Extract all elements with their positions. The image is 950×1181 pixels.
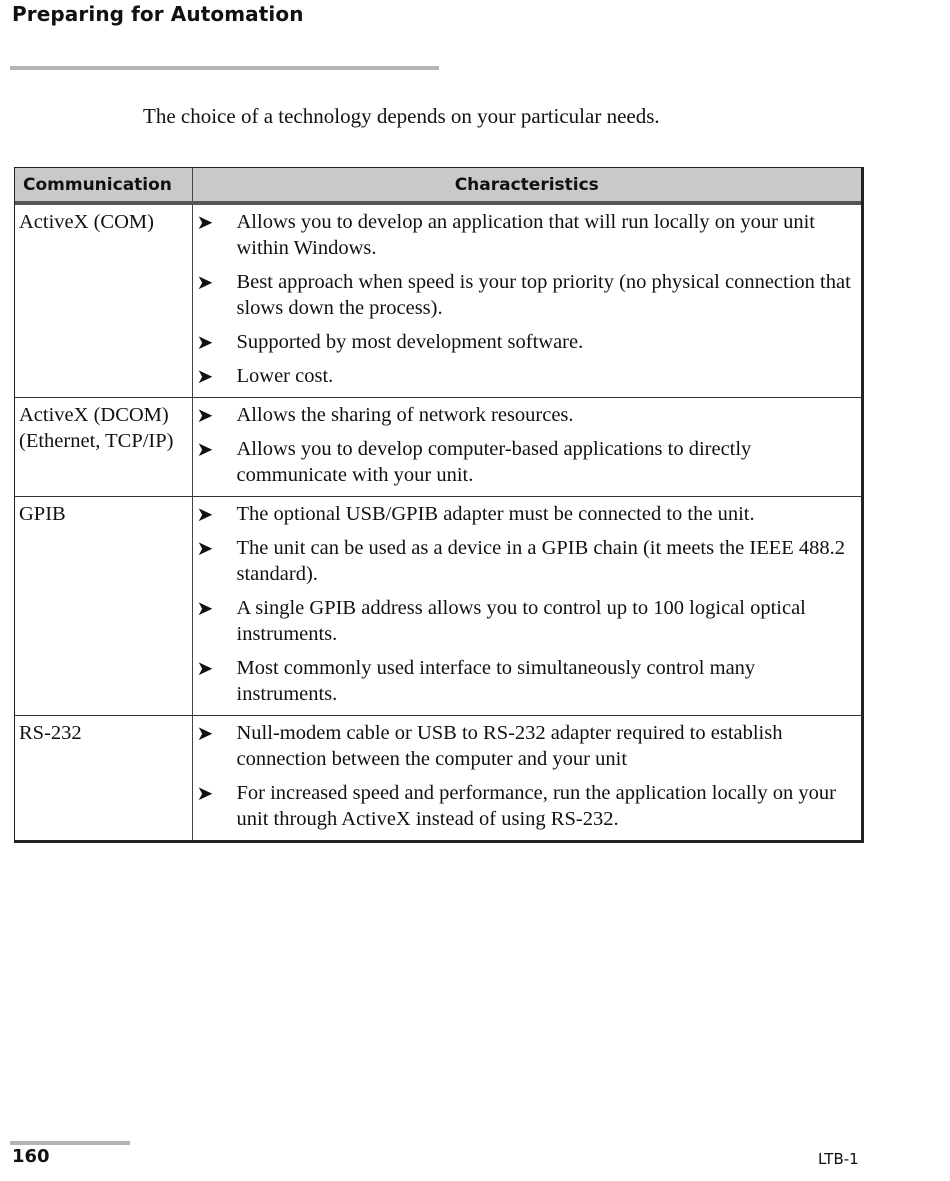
bullet-item bbox=[193, 720, 856, 772]
bullet-text: Allows you to develop an application that will run locally on your unit within Windows. bbox=[236, 211, 815, 259]
bullet-item bbox=[193, 501, 856, 527]
footer-rule bbox=[10, 1141, 130, 1145]
page-title: Preparing for Automation bbox=[12, 2, 304, 26]
arrow-bullet-icon: ➤ bbox=[196, 536, 214, 560]
header-communication: Communication bbox=[15, 168, 192, 203]
bullet-text: Null-modem cable or USB to RS-232 adapter required to establish connection between the computer and your unit bbox=[236, 722, 783, 770]
arrow-bullet-icon: ➤ bbox=[196, 721, 214, 745]
page-number: 160 bbox=[12, 1146, 50, 1167]
table-row bbox=[15, 497, 861, 716]
communication-cell: RS-232 bbox=[15, 716, 192, 841]
bullet-item bbox=[193, 780, 856, 832]
characteristics-cell bbox=[192, 398, 861, 497]
bullet-text: Supported by most development software. bbox=[236, 331, 584, 353]
bullet-text: Allows you to develop computer-based applications to directly communicate with your unit. bbox=[236, 438, 752, 486]
arrow-bullet-icon: ➤ bbox=[196, 596, 214, 620]
bullet-text: A single GPIB address allows you to control up to 100 logical optical instruments. bbox=[236, 597, 806, 645]
bullet-item bbox=[193, 402, 856, 428]
bullet-text: The unit can be used as a device in a GPIB chain (it meets the IEEE 488.2 standard). bbox=[236, 537, 846, 585]
bullet-item bbox=[193, 436, 856, 488]
bullet-text: Allows the sharing of network resources. bbox=[236, 404, 574, 426]
table-row bbox=[15, 398, 861, 497]
characteristics-cell bbox=[192, 716, 861, 841]
characteristics-cell bbox=[192, 497, 861, 716]
communication-cell: GPIB bbox=[15, 497, 192, 716]
arrow-bullet-icon: ➤ bbox=[196, 364, 214, 388]
bullet-item bbox=[193, 535, 856, 587]
table-row bbox=[15, 203, 861, 398]
arrow-bullet-icon: ➤ bbox=[196, 656, 214, 680]
communication-cell: ActiveX (COM) bbox=[15, 203, 192, 398]
bullet-item bbox=[193, 655, 856, 707]
arrow-bullet-icon: ➤ bbox=[196, 403, 214, 427]
bullet-item bbox=[193, 269, 856, 321]
communication-cell: ActiveX (DCOM) (Ethernet, TCP/IP) bbox=[15, 398, 192, 497]
arrow-bullet-icon: ➤ bbox=[196, 437, 214, 461]
bullet-text: Most commonly used interface to simultaneously control many instruments. bbox=[236, 657, 756, 705]
document-id: LTB-1 bbox=[818, 1150, 859, 1168]
header-characteristics: Characteristics bbox=[192, 168, 861, 203]
arrow-bullet-icon: ➤ bbox=[196, 270, 214, 294]
bullet-text: For increased speed and performance, run the application locally on your unit through ActiveX instead of using RS-232. bbox=[236, 782, 836, 830]
bullet-item bbox=[193, 595, 856, 647]
title-rule bbox=[10, 66, 439, 70]
intro-paragraph: The choice of a technology depends on your particular needs. bbox=[143, 104, 660, 128]
bullet-item bbox=[193, 329, 856, 355]
bullet-item bbox=[193, 363, 856, 389]
arrow-bullet-icon: ➤ bbox=[196, 210, 214, 234]
bullet-text: Lower cost. bbox=[236, 365, 334, 387]
bullet-text: Best approach when speed is your top priority (no physical connection that slows down the process). bbox=[236, 271, 851, 319]
arrow-bullet-icon: ➤ bbox=[196, 781, 214, 805]
arrow-bullet-icon: ➤ bbox=[196, 330, 214, 354]
table-header-row bbox=[15, 168, 861, 203]
table-row bbox=[15, 716, 861, 841]
characteristics-cell bbox=[192, 203, 861, 398]
bullet-text: The optional USB/GPIB adapter must be connected to the unit. bbox=[236, 503, 755, 525]
comparison-table bbox=[14, 167, 864, 843]
arrow-bullet-icon: ➤ bbox=[196, 502, 214, 526]
bullet-item bbox=[193, 209, 856, 261]
